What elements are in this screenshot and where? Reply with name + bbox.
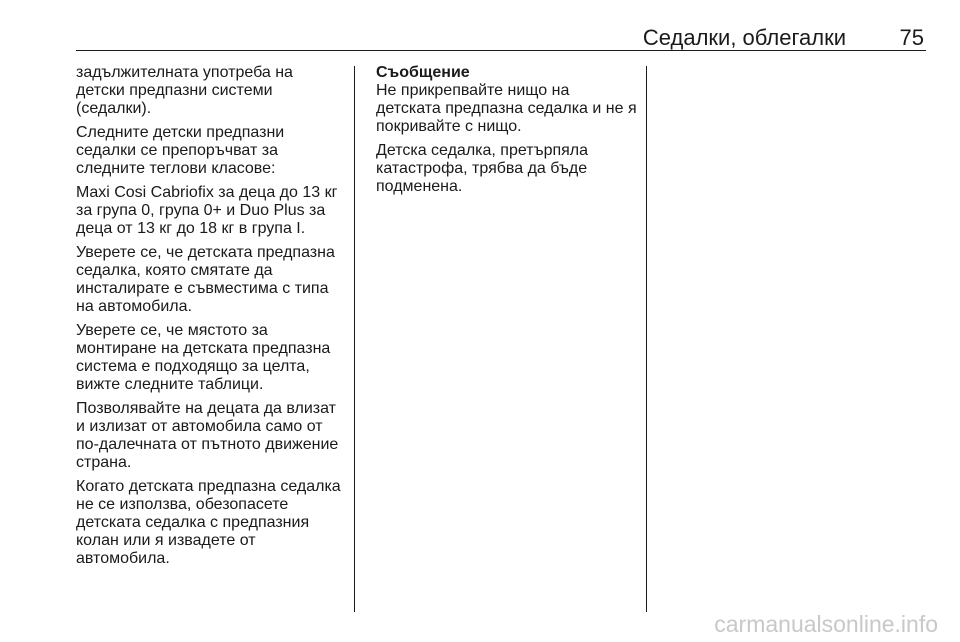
- column-divider: [646, 66, 647, 612]
- paragraph: Следните детски предпазни седалки се препоръчват за следните теглови класове:: [76, 124, 285, 177]
- page-title: Седалки, облегалки: [642, 25, 846, 50]
- right-text-column: [376, 64, 638, 202]
- paragraph: Уверете се, че детската предпазна седалка, която смятате да инсталирате е съвместима с типа на автомобила.: [76, 244, 335, 315]
- paragraph: Maxi Cosi Cabriofix за деца до 13 кг за група 0, група 0+ и Duo Plus за деца от 13 кг до 18 кг в група I.: [76, 184, 338, 237]
- page-number: 75: [899, 25, 924, 50]
- paragraph: Детска седалка, претърпяла катастрофа, трябва да бъде подменена.: [376, 142, 589, 195]
- paragraph: Когато детската предпазна седалка не се използва, обезопасете детската седалка с предпазния колан или я извадете от автомобила.: [76, 478, 341, 567]
- note-title: Съобщение: [376, 64, 470, 81]
- paragraph: задължителната употреба на детски предпазни системи (седалки).: [76, 64, 293, 117]
- left-text-column: [76, 64, 344, 574]
- watermark: carmanualsonline.info: [714, 611, 938, 637]
- column-divider: [354, 66, 355, 612]
- note-text: Не прикрепвайте нищо на детската предпазна седалка и не я покривайте с нищо.: [376, 82, 637, 135]
- paragraph: Позволявайте на децата да влизат и излизат от автомобила само от по-далечната от пътното движение страна.: [76, 400, 339, 471]
- page-header: [76, 0, 926, 51]
- paragraph: Уверете се, че мястото за монтиране на детската предпазна система е подходящо за целта, вижте следните таблици.: [76, 322, 331, 393]
